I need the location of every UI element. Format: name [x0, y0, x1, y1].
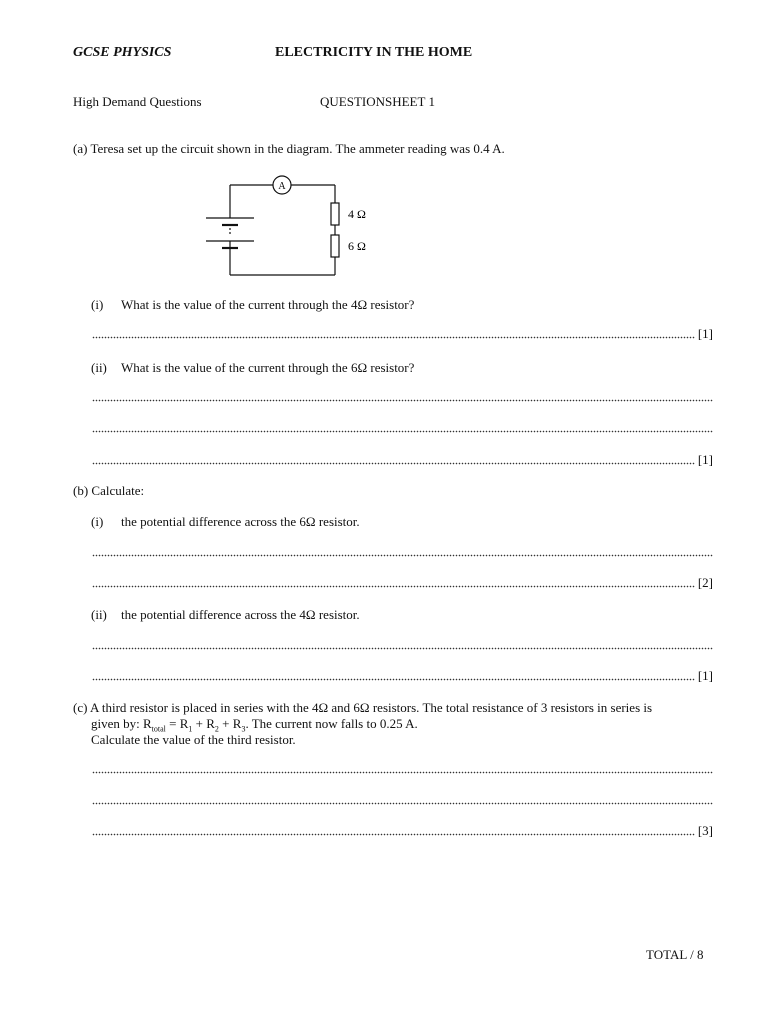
answer-line-a-ii-1[interactable] — [92, 390, 713, 404]
question-b-ii-text: the potential difference across the 4Ω resistor. — [121, 607, 360, 622]
mark-a-i: [1] — [697, 326, 713, 341]
mark-c: [3] — [697, 823, 713, 838]
part-c-line-3: Calculate the value of the third resistor. — [91, 732, 296, 747]
answer-line-b-i-1[interactable] — [92, 545, 713, 559]
resistor-4-ohm — [331, 203, 339, 225]
answer-line-b-i-2[interactable] — [92, 576, 713, 590]
part-c-line-1: (c) A third resistor is placed in series with the 4Ω and 6Ω resistors. The total resistance of 3 resistors in series is — [73, 700, 653, 715]
answer-line-c-3[interactable] — [92, 824, 713, 838]
formula-sub-2: 2 — [214, 724, 219, 734]
answer-line-b-ii-1[interactable] — [92, 638, 713, 652]
answer-line-b-ii-2[interactable] — [92, 669, 713, 683]
formula-sub-1: 1 — [188, 724, 193, 734]
circuit-diagram — [195, 168, 385, 280]
answer-line-a-ii-3[interactable] — [92, 453, 713, 467]
mark-a-ii: [1] — [697, 452, 713, 467]
resistor-6-ohm — [331, 235, 339, 257]
answer-line-c-2[interactable] — [92, 793, 713, 807]
resistor-4-label: 4 Ω — [348, 207, 366, 221]
mark-b-i: [2] — [697, 575, 713, 590]
part-b-intro: (b) Calculate: — [73, 483, 145, 498]
mark-b-ii: [1] — [697, 668, 713, 683]
formula-plus-1: + R — [192, 716, 215, 731]
question-b-ii-number: (ii) — [91, 607, 107, 622]
formula-sub-total: total — [151, 724, 166, 734]
course-title: GCSE PHYSICS — [73, 45, 172, 60]
part-a-intro: (a) Teresa set up the circuit shown in the diagram. The ammeter reading was 0.4 A. — [73, 141, 505, 156]
formula-prefix: given by: R — [91, 716, 152, 731]
question-a-i-text: What is the value of the current through the 4Ω resistor? — [121, 297, 415, 312]
sheet-label: QUESTIONSHEET 1 — [320, 94, 435, 109]
level-label: High Demand Questions — [73, 94, 202, 109]
formula-sub-3: 3 — [241, 724, 246, 734]
part-c-formula-line — [91, 716, 418, 734]
resistor-6-label: 6 Ω — [348, 239, 366, 253]
ammeter-label: A — [278, 181, 286, 192]
formula-equals: = R — [165, 716, 189, 731]
formula-suffix: . The current now falls to 0.25 A. — [245, 716, 418, 731]
topic-title: ELECTRICITY IN THE HOME — [275, 45, 473, 60]
formula-plus-2: + R — [218, 716, 242, 731]
question-a-i-number: (i) — [91, 297, 104, 312]
total-marks: TOTAL / 8 — [646, 947, 704, 962]
answer-line-c-1[interactable] — [92, 762, 713, 776]
question-b-i-text: the potential difference across the 6Ω resistor. — [121, 514, 360, 529]
answer-line-a-ii-2[interactable] — [92, 421, 713, 435]
answer-line-a-i[interactable] — [92, 327, 713, 341]
question-a-ii-text: What is the value of the current through the 6Ω resistor? — [121, 360, 415, 375]
question-b-i-number: (i) — [91, 514, 104, 529]
question-a-ii-number: (ii) — [91, 360, 107, 375]
